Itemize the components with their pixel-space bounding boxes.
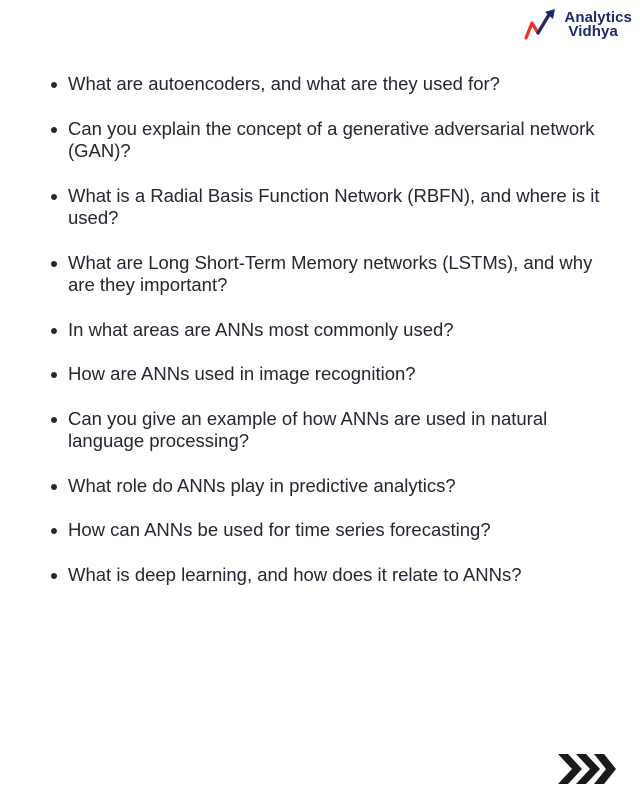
list-item xyxy=(46,319,606,342)
question-text: Can you explain the concept of a generative adversarial network (GAN)? xyxy=(68,117,595,161)
list-item xyxy=(46,363,606,386)
question-text: In what areas are ANNs most commonly used? xyxy=(68,318,454,340)
brand-name-line-2: Vidhya xyxy=(568,23,618,40)
list-item xyxy=(46,73,606,96)
list-item xyxy=(46,519,606,542)
question-text: What are Long Short-Term Memory networks (LSTMs), and why are they important? xyxy=(68,251,593,295)
bullet-icon xyxy=(51,372,57,378)
bullet-icon xyxy=(51,484,57,490)
question-text: What role do ANNs play in predictive analytics? xyxy=(68,474,456,496)
question-text: How can ANNs be used for time series forecasting? xyxy=(68,519,491,540)
question-text: Can you give an example of how ANNs are used in natural language processing? xyxy=(68,407,548,451)
bullet-icon xyxy=(51,82,57,88)
list-item xyxy=(46,252,606,297)
list-item xyxy=(46,475,606,498)
brand-name xyxy=(564,11,632,39)
bullet-icon xyxy=(51,127,57,133)
triple-chevron-right-icon[interactable] xyxy=(556,752,618,786)
bullet-icon xyxy=(51,528,57,534)
analytics-vidhya-logo-icon xyxy=(523,8,561,42)
bullet-icon xyxy=(51,261,57,267)
bullet-icon xyxy=(51,194,57,200)
list-item xyxy=(46,564,606,587)
list-item xyxy=(46,185,606,230)
brand-logo xyxy=(523,8,632,42)
question-text: What is a Radial Basis Function Network (RBFN), and where is it used? xyxy=(68,184,600,228)
question-text: How are ANNs used in image recognition? xyxy=(68,363,416,384)
question-list xyxy=(46,73,606,608)
bullet-icon xyxy=(51,573,57,579)
bullet-icon xyxy=(51,417,57,423)
brand-name-line-1: Analytics xyxy=(564,9,632,26)
list-item xyxy=(46,408,606,453)
bullet-icon xyxy=(51,328,57,334)
list-item xyxy=(46,118,606,163)
question-text: What is deep learning, and how does it relate to ANNs? xyxy=(68,563,522,585)
question-text: What are autoencoders, and what are they used for? xyxy=(68,73,500,94)
